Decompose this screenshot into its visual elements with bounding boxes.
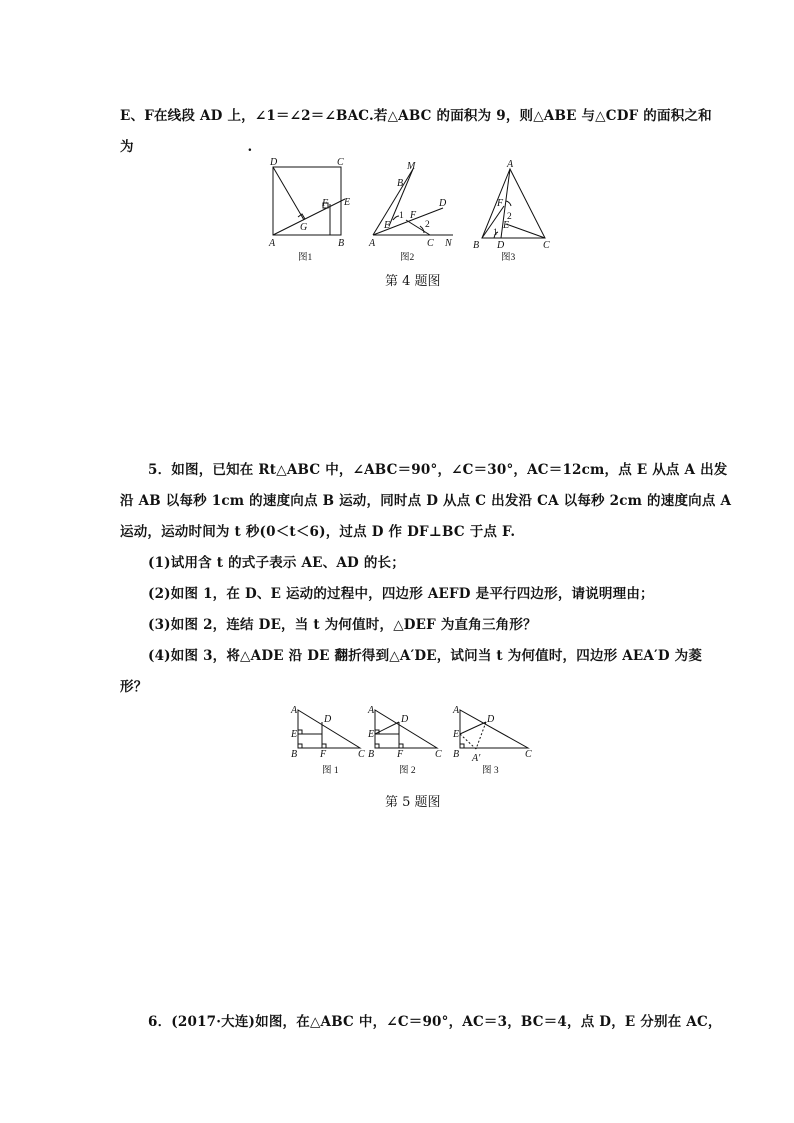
q4f3-label-c: C: [543, 240, 550, 251]
q4f1-label-f: F: [322, 198, 329, 209]
q4-figure-title: 第 4 题图: [385, 274, 441, 289]
problem-5-part-1: (1)试用含 t 的式子表示 AE、AD 的长；: [148, 555, 405, 571]
q5f1-label-a: A: [291, 705, 298, 716]
q5f2-label-c: C: [435, 749, 442, 760]
q5f3-label-d: D: [487, 714, 495, 725]
problem-5-line-1: 5．如图，已知在 Rt△ABC 中，∠ABC＝90°，∠C＝30°，AC＝12cm，点 E 从点 A 出发: [148, 462, 728, 478]
q4f2-label-m: M: [407, 161, 416, 172]
q4f1-label-c: C: [337, 157, 344, 168]
problem-6-line-1: 6．(2017·大连)如图，在△ABC 中，∠C＝90°，AC＝3，BC＝4，点 D，E 分别在 AC，: [148, 1014, 722, 1030]
q5-figure-3: [450, 704, 532, 780]
q5f1-label-b: B: [291, 749, 298, 760]
q4f1-label-e: E: [344, 197, 351, 208]
q5f3-label-e: E: [453, 729, 460, 740]
q4-figure-3: [465, 156, 565, 266]
q5f1-label-c: C: [358, 749, 365, 760]
q5-figure-2: [365, 704, 447, 780]
q4f3-label-b: B: [473, 240, 480, 251]
q4f2-caption: 图2: [400, 253, 415, 263]
q5f2-label-a: A: [368, 705, 375, 716]
q4-figure-2: [363, 156, 463, 266]
q4f1-label-a: A: [269, 238, 276, 249]
q4f2-label-2: 2: [425, 220, 430, 230]
q5f3-caption: 图 3: [482, 766, 499, 776]
q4f2-label-b: B: [397, 178, 404, 189]
q4f3-label-f: F: [497, 198, 504, 209]
problem-4-text-line-2: [120, 135, 252, 155]
problem-5-line-2: 沿 AB 以每秒 1cm 的速度向点 B 运动，同时点 D 从点 C 出发沿 CA 以每秒 2cm 的速度向点 A: [120, 493, 732, 509]
q5f2-label-e: E: [368, 729, 375, 740]
q5f2-label-d: D: [401, 714, 409, 725]
q5-figure-1: [288, 704, 370, 780]
problem-5-part-3: (3)如图 2，连结 DE，当 t 为何值时，△DEF 为直角三角形？: [148, 617, 537, 633]
q4f2-label-c: C: [427, 238, 434, 249]
q4f1-label-b: B: [338, 238, 345, 249]
q4f2-label-a: A: [369, 238, 376, 249]
q4f2-label-f: F: [410, 210, 417, 221]
q4f3-label-e: E: [503, 220, 510, 231]
q5f3-label-b: B: [453, 749, 460, 760]
q4-figure-1: [262, 156, 362, 266]
q4f3-caption: 图3: [501, 253, 516, 263]
q5f2-caption: 图 2: [399, 766, 416, 776]
problem-5-line-3: 运动，运动时间为 t 秒(0＜t＜6)，过点 D 作 DF⊥BC 于点 F.: [120, 524, 516, 540]
q4f3-label-1: 1: [493, 228, 498, 238]
q5f3-label-a: A: [453, 705, 460, 716]
q4f2-label-n: N: [445, 238, 452, 249]
q5f1-label-f: F: [320, 749, 327, 760]
q5-figure-title: 第 5 题图: [385, 795, 441, 810]
q4f3-label-a: A: [507, 159, 514, 170]
q5f2-label-f: F: [397, 749, 404, 760]
q5f1-label-d: D: [324, 714, 332, 725]
answer-prefix: 为: [120, 139, 134, 155]
problem-5-part-4-line-2: 形？: [120, 679, 148, 695]
q4f3-label-d: D: [497, 240, 505, 251]
q5f1-caption: 图 1: [322, 766, 339, 776]
problem-4-text-line-1: E、F在线段 AD 上，∠1＝∠2＝∠BAC.若△ABC 的面积为 9，则△ABE 与△CDF 的面积之和: [120, 108, 712, 124]
q4f2-label-e: E: [384, 220, 391, 231]
problem-5-part-2: (2)如图 1，在 D、E 运动的过程中，四边形 AEFD 是平行四边形，请说明理由；: [148, 586, 654, 602]
q5f1-label-e: E: [291, 729, 298, 740]
answer-suffix: .: [247, 139, 253, 155]
q5f3-label-a-prime: A′: [472, 753, 481, 764]
q4f1-caption: 图1: [298, 253, 313, 263]
problem-5-part-4-line-1: (4)如图 3，将△ADE 沿 DE 翻折得到△A′DE，试问当 t 为何值时，四边形 AEA′D 为菱: [148, 648, 703, 664]
q4f1-label-g: G: [300, 222, 308, 233]
q4f3-label-2: 2: [507, 212, 512, 222]
q4f1-label-d: D: [270, 157, 278, 168]
q4f2-label-1: 1: [399, 211, 404, 221]
q5f3-label-c: C: [525, 749, 532, 760]
q4f2-label-d: D: [439, 198, 447, 209]
q5f2-label-b: B: [368, 749, 375, 760]
